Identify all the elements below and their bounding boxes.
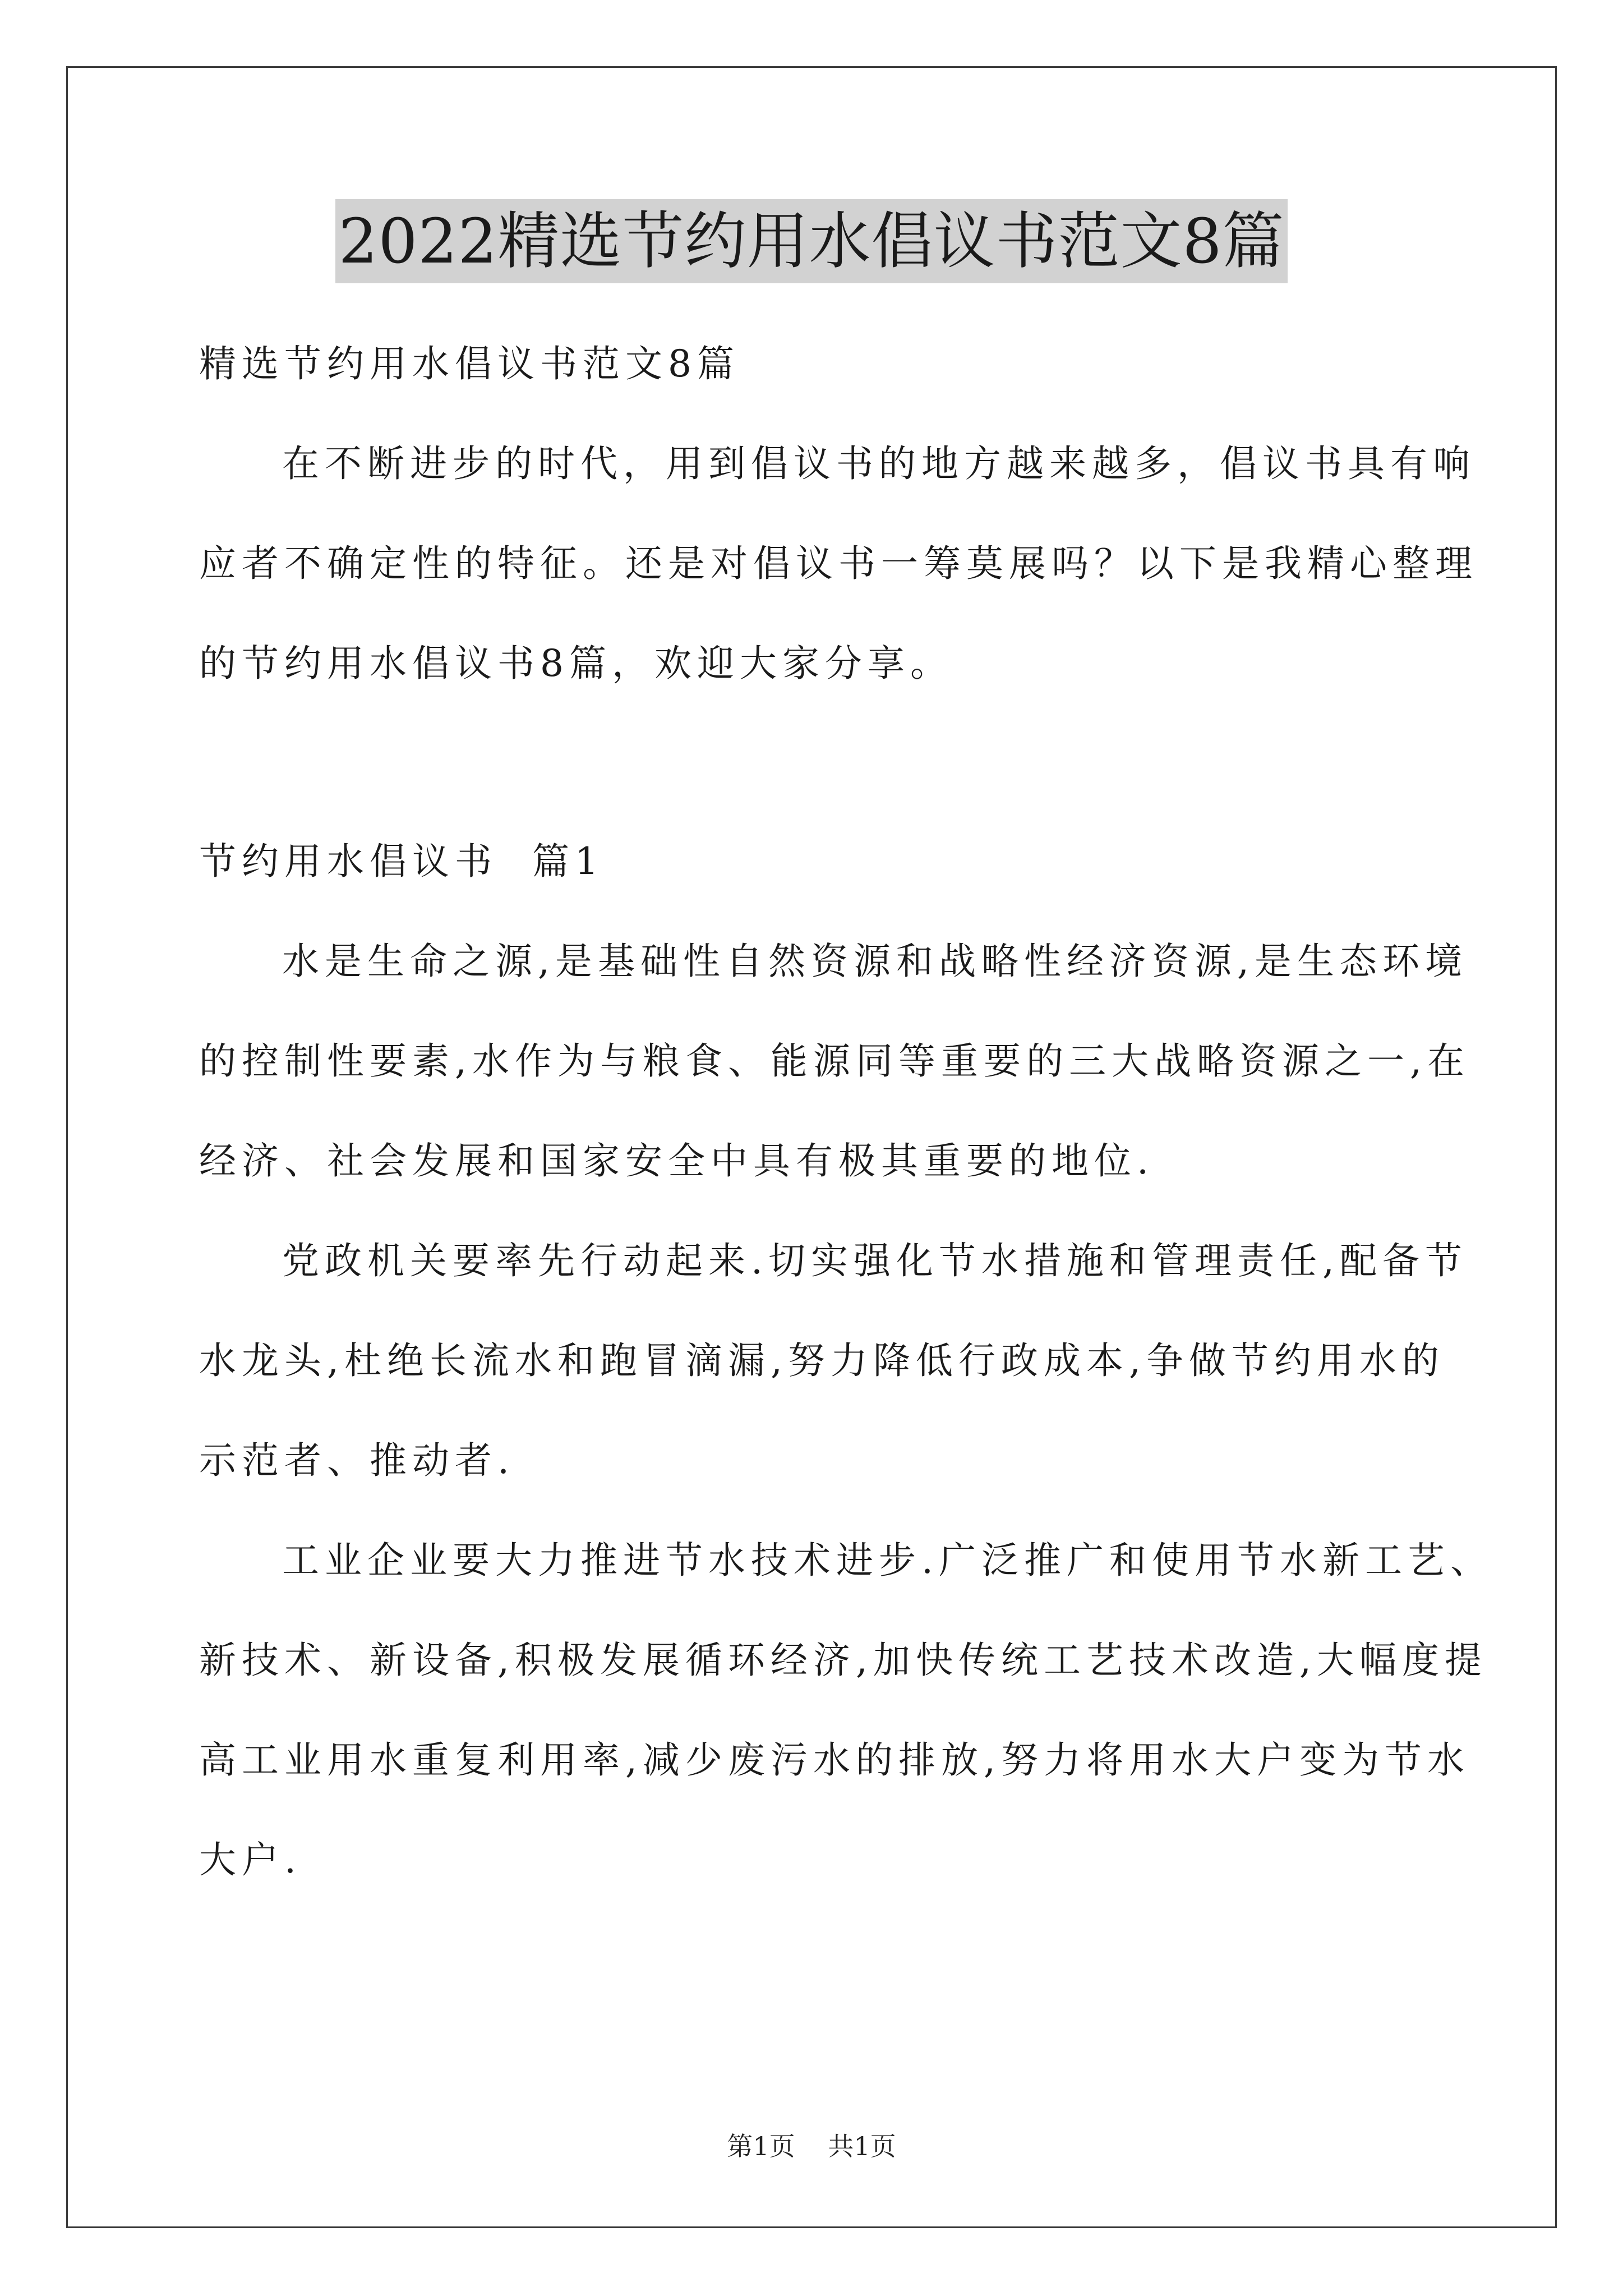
section-heading: 节约用水倡议书 篇1 — [199, 840, 604, 883]
page-number-total: 共1页 — [828, 2131, 896, 2161]
para3-line-4: 大户. — [199, 1838, 302, 1881]
intro-line-2: 应者不确定性的特征。还是对倡议书一筹莫展吗？以下是我精心整理 — [199, 542, 1478, 585]
para2-line-3: 示范者、推动者. — [199, 1439, 515, 1482]
document-subtitle: 精选节约用水倡议书范文8篇 — [199, 342, 740, 385]
para3-line-2: 新技术、新设备,积极发展循环经济,加快传统工艺技术改造,大幅度提 — [199, 1639, 1487, 1682]
title-container — [0, 199, 1623, 283]
page-footer — [0, 2126, 1623, 2163]
para2-line-2: 水龙头,杜绝长流水和跑冒滴漏,努力降低行政成本,争做节约用水的 — [199, 1339, 1445, 1382]
document-body — [199, 314, 1493, 1910]
intro-line-3: 的节约用水倡议书8篇，欢迎大家分享。 — [199, 642, 953, 685]
para1-line-2: 的控制性要素,水作为与粮食、能源同等重要的三大战略资源之一,在 — [199, 1039, 1470, 1083]
document-title: 2022精选节约用水倡议书范文8篇 — [335, 199, 1288, 283]
para1-line-1: 水是生命之源,是基础性自然资源和战略性经济资源,是生态环境 — [282, 940, 1468, 983]
para2-line-1: 党政机关要率先行动起来.切实强化节水措施和管理责任,配备节 — [282, 1239, 1468, 1282]
section-spacer — [199, 714, 1433, 812]
para3-line-1: 工业企业要大力推进节水技术进步.广泛推广和使用节水新工艺、 — [282, 1539, 1493, 1582]
para1-line-3: 经济、社会发展和国家安全中具有极其重要的地位. — [199, 1139, 1154, 1182]
para3-line-3: 高工业用水重复利用率,减少废污水的排放,努力将用水大户变为节水 — [199, 1738, 1470, 1782]
intro-line-1: 在不断进步的时代，用到倡议书的地方越来越多，倡议书具有响 — [282, 442, 1476, 485]
page-number-current: 第1页 — [727, 2131, 795, 2161]
